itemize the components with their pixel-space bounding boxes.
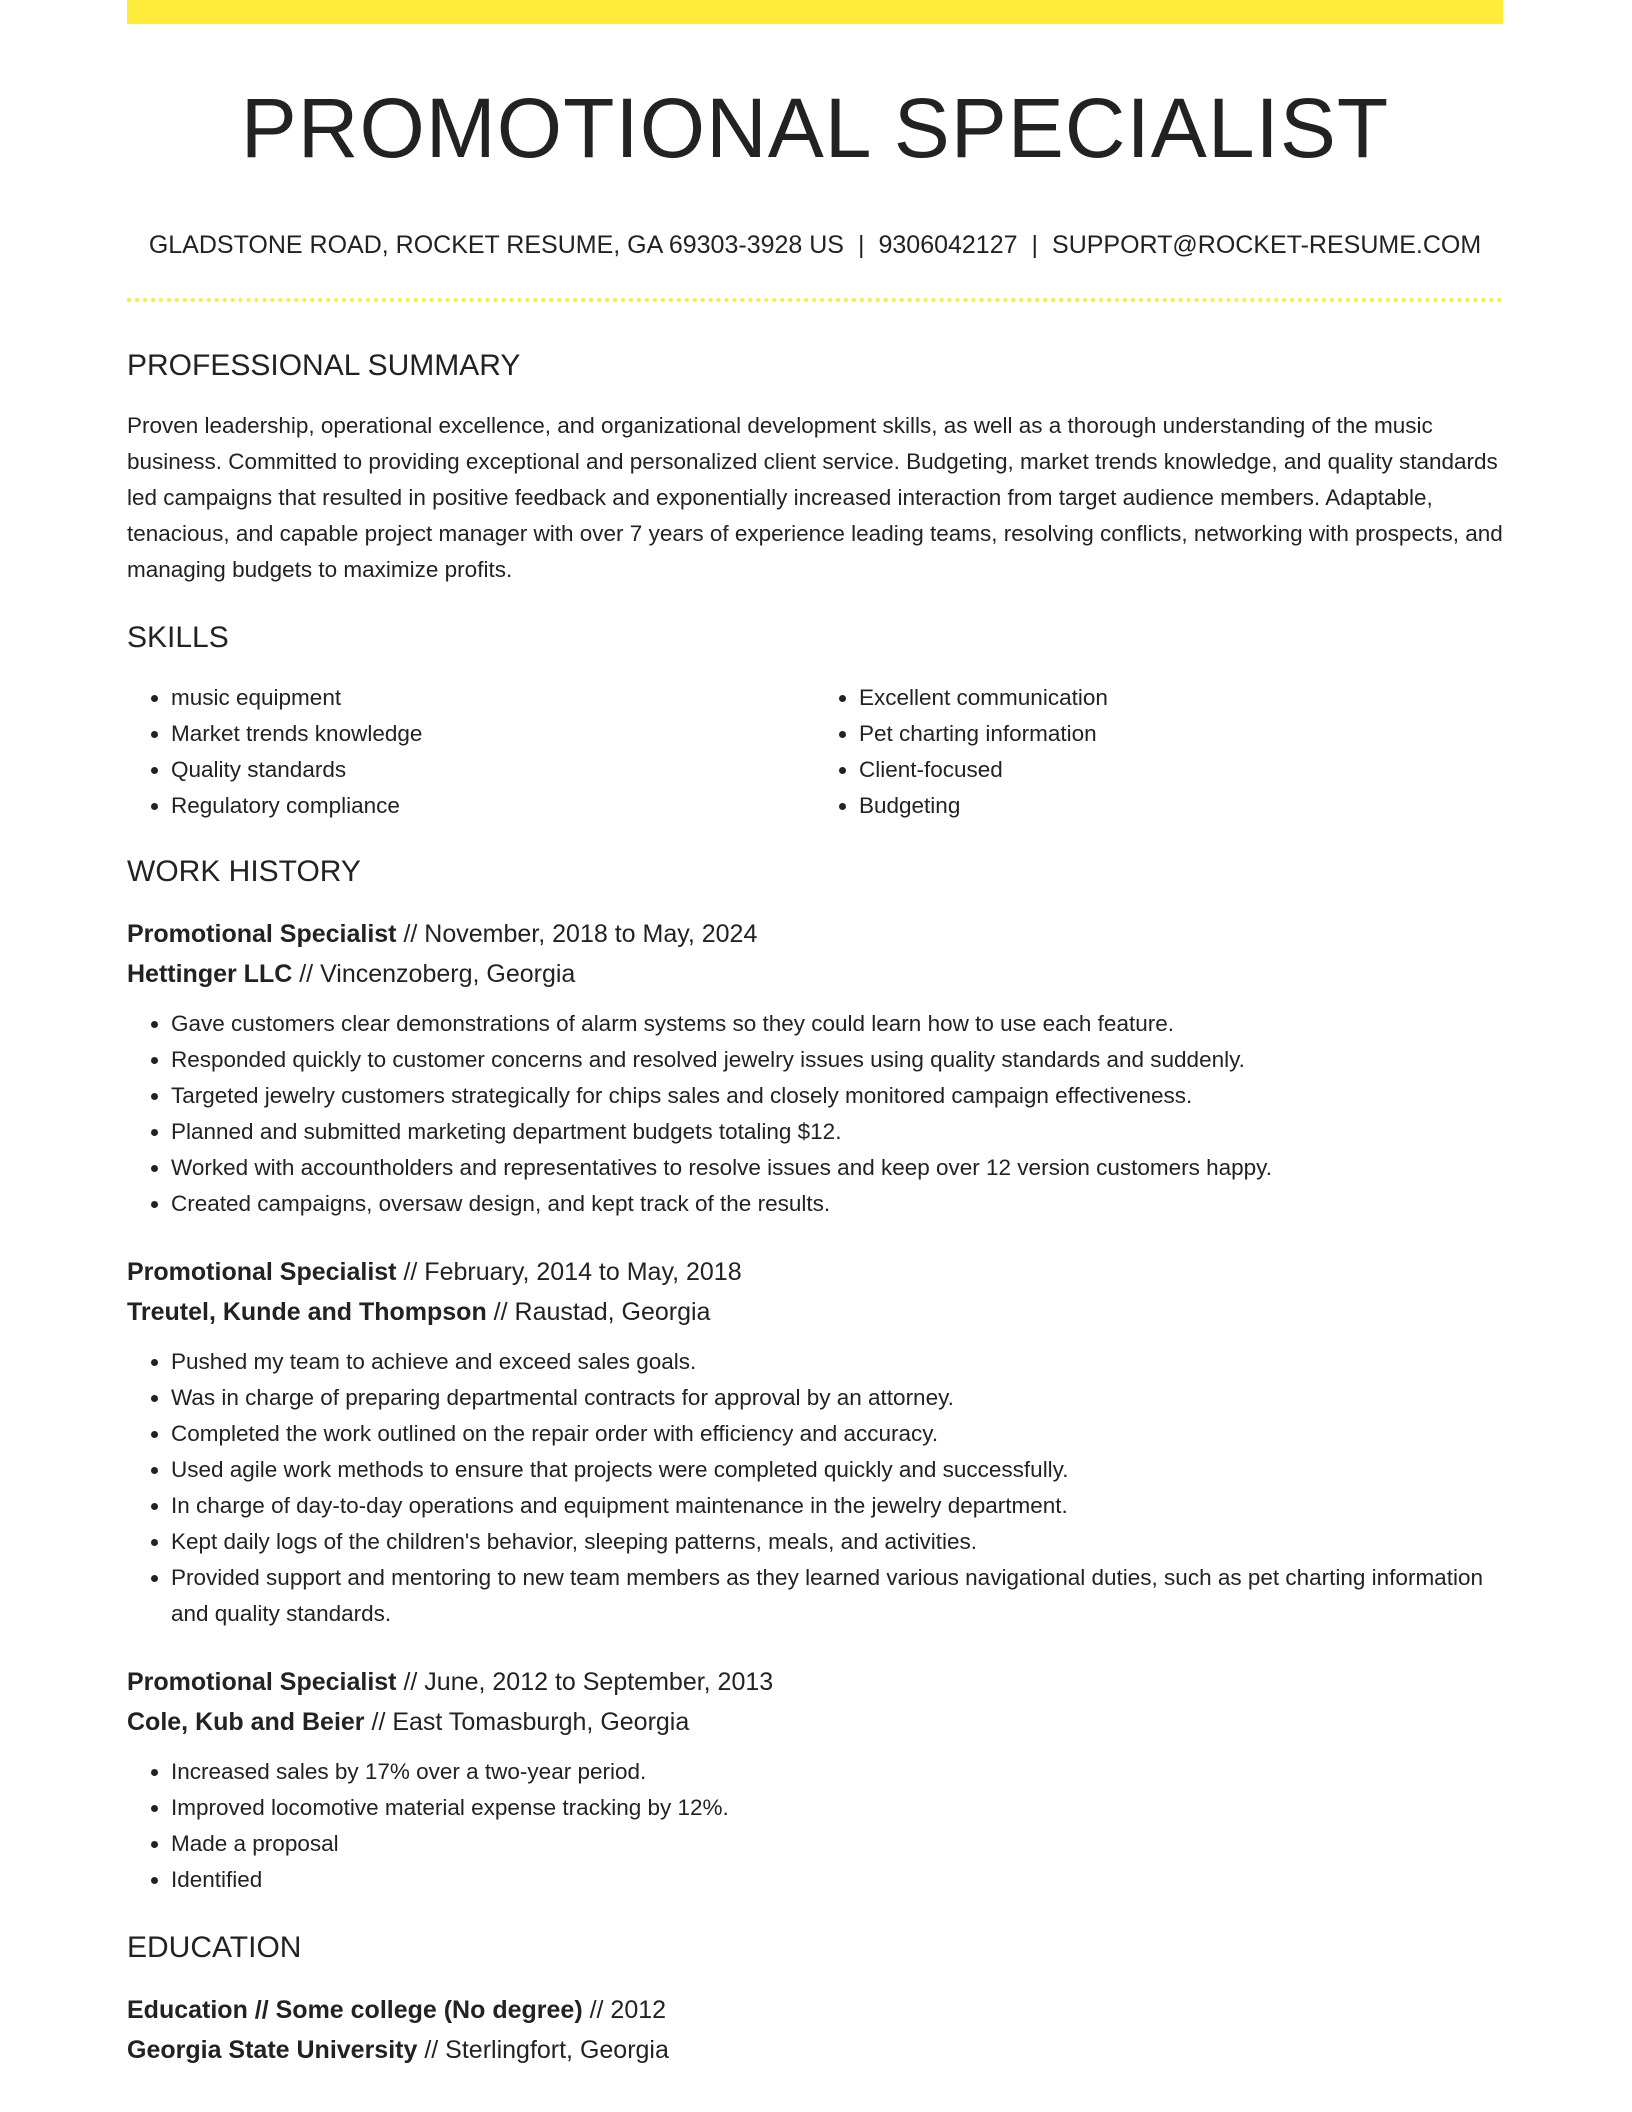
job-bullets [127,1754,1503,1898]
education-location: // Sterlingfort, Georgia [417,2036,669,2064]
skills-column-left [127,680,815,824]
education-school: Georgia State University [127,2036,418,2064]
education-school-line [127,2030,1503,2070]
job-company-line [127,954,1503,994]
job-bullet: • Increased sales by 17% over a two-year period. [171,1754,1503,1790]
job-company-line [127,1702,1503,1742]
job-title-line [127,1252,1503,1292]
job-dates: // February, 2014 to May, 2018 [396,1258,742,1286]
job-company: Treutel, Kunde and Thompson [127,1298,487,1326]
job-bullet: • Was in charge of preparing departmental contracts for approval by an attorney. [171,1380,1503,1416]
job-entry [127,914,1503,1222]
dotted-divider [127,298,1503,302]
job-location: // East Tomasburgh, Georgia [364,1708,690,1736]
job-bullet: • Planned and submitted marketing department budgets totaling $12. [171,1114,1503,1150]
summary-text: Proven leadership, operational excellence, and organizational development skills, as well as a thorough understanding of the music business. Committed to providing exceptional and personalized client service. Budgeting, market trends knowledge, and quality standards led campaigns that resulted in positive feedback and exponentially increased interaction from target audience members. Adaptable, tenacious, and capable project manager with over 7 years of experience leading teams, resolving conflicts, networking with prospects, and managing budgets to maximize profits. [127,413,1503,582]
job-bullet: • Targeted jewelry customers strategically for chips sales and closely monitored campaign effectiveness. [171,1078,1503,1114]
job-bullets [127,1006,1503,1222]
contact-line [127,230,1503,260]
job-location: // Vincenzoberg, Georgia [292,960,576,988]
contact-phone: 9306042127 [878,231,1018,259]
job-entry [127,1252,1503,1632]
job-bullet: • Completed the work outlined on the repair order with efficiency and accuracy. [171,1416,1503,1452]
job-bullet: • Pushed my team to achieve and exceed sales goals. [171,1344,1503,1380]
job-dates: // June, 2012 to September, 2013 [396,1668,774,1696]
skill-item: • Excellent communication [859,680,1503,716]
job-company-line [127,1292,1503,1332]
skill-item: • Budgeting [859,788,1503,824]
education-degree-line [127,1990,1503,2030]
contact-email: SUPPORT@ROCKET-RESUME.COM [1052,231,1482,259]
education-year: // 2012 [582,1996,667,2024]
contact-address: GLADSTONE ROAD, ROCKET RESUME, GA 69303-3928 US [148,231,844,259]
job-entry [127,1662,1503,1898]
skills-heading: SKILLS [127,621,229,654]
resume-page [127,0,1503,2070]
job-bullet: • Worked with accountholders and representatives to resolve issues and keep over 12 version customers happy. [171,1150,1503,1186]
resume-title: PROMOTIONAL SPECIALIST [240,81,1390,175]
education-entry [127,1990,1503,2070]
job-company: Hettinger LLC [127,960,293,988]
job-bullet: • Made a proposal [171,1826,1503,1862]
job-role: Promotional Specialist [127,1258,397,1286]
job-role: Promotional Specialist [127,1668,397,1696]
top-accent-bar [127,0,1503,24]
summary-heading: PROFESSIONAL SUMMARY [127,349,521,382]
contact-separator: | [1031,231,1039,259]
job-title-line [127,1662,1503,1702]
skill-item: • Client-focused [859,752,1503,788]
job-role: Promotional Specialist [127,920,397,948]
job-bullet: • In charge of day-to-day operations and equipment maintenance in the jewelry department. [171,1488,1503,1524]
job-bullet: • Gave customers clear demonstrations of alarm systems so they could learn how to use each feature. [171,1006,1503,1042]
skill-item: • Pet charting information [859,716,1503,752]
skill-item: • Market trends knowledge [171,716,815,752]
job-dates: // November, 2018 to May, 2024 [396,920,758,948]
job-title-line [127,914,1503,954]
skills-column-right [815,680,1503,824]
job-bullet: • Provided support and mentoring to new team members as they learned various navigational duties, such as pet charting information and quality standards. [171,1560,1503,1632]
contact-separator: | [857,231,865,259]
job-bullet: • Identified [171,1862,1503,1898]
skill-item: • Regulatory compliance [171,788,815,824]
skill-item: • Quality standards [171,752,815,788]
job-bullet: • Kept daily logs of the children's behavior, sleeping patterns, meals, and activities. [171,1524,1503,1560]
skills-list [127,680,1503,824]
job-company: Cole, Kub and Beier [127,1708,365,1736]
job-bullet: • Responded quickly to customer concerns and resolved jewelry issues using quality standards and suddenly. [171,1042,1503,1078]
education-heading: EDUCATION [127,1931,302,1964]
job-bullet: • Improved locomotive material expense tracking by 12%. [171,1790,1503,1826]
education-degree: Education // Some college (No degree) [127,1996,583,2024]
job-bullet: • Used agile work methods to ensure that projects were completed quickly and successfully. [171,1452,1503,1488]
work-history-heading: WORK HISTORY [127,855,361,888]
job-location: // Raustad, Georgia [486,1298,711,1326]
job-bullet: • Created campaigns, oversaw design, and kept track of the results. [171,1186,1503,1222]
skill-item: • music equipment [171,680,815,716]
job-bullets [127,1344,1503,1632]
